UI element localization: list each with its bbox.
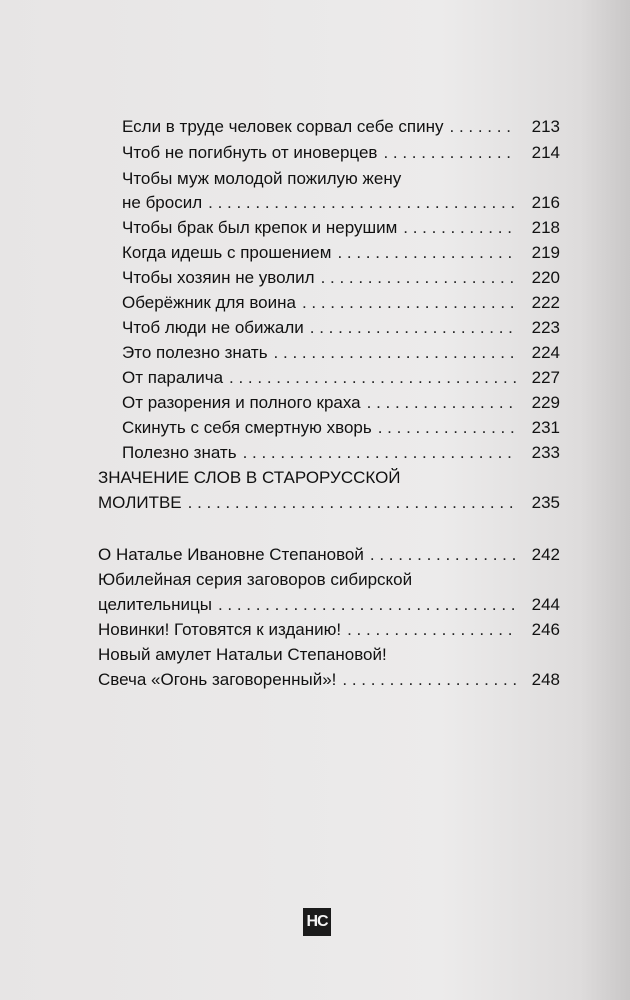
toc-section-title: Новинки! Готовятся к изданию!: [98, 620, 342, 639]
toc-entry-page: 220: [531, 268, 560, 287]
leader-dots: [347, 620, 516, 640]
toc-entry: [122, 293, 560, 313]
toc-entry-page: 227: [531, 368, 560, 387]
toc-entry-page: 222: [531, 293, 560, 312]
toc-entry-page: 218: [531, 218, 560, 237]
toc-entry-page: 223: [531, 318, 560, 337]
toc-entry-page: 242: [531, 545, 560, 564]
toc-entry: [122, 393, 560, 413]
toc-section-title-line1: Юбилейная серия заговоров сибирской: [98, 570, 413, 589]
toc-section-title: целительницы: [98, 595, 212, 614]
leader-dots: [188, 493, 516, 513]
leader-dots: [274, 343, 516, 363]
toc-entry-title: Когда идешь с прошением: [122, 243, 332, 262]
toc-entry: [122, 418, 560, 438]
toc-entry-title: Скинуть с себя смертную хворь: [122, 418, 372, 437]
toc-entry-page: 214: [531, 143, 560, 162]
publisher-logo: НС: [303, 908, 331, 936]
leader-dots: [403, 218, 516, 238]
toc-entry-page: 235: [531, 493, 560, 512]
toc-entry-page: 246: [531, 620, 560, 639]
leader-dots: [337, 243, 516, 263]
toc-entry-page: 231: [531, 418, 560, 437]
toc-section-entry: [98, 670, 560, 690]
toc-section-title-line1: ЗНАЧЕНИЕ СЛОВ В СТАРОРУССКОЙ: [98, 468, 401, 487]
toc-entry-page: 244: [531, 595, 560, 614]
toc-section-title: МОЛИТВЕ: [98, 493, 182, 512]
leader-dots: [342, 670, 516, 690]
toc-entry: [122, 218, 560, 238]
leader-dots: [378, 418, 516, 438]
toc-entry: [122, 193, 560, 213]
toc-entry-title: Полезно знать: [122, 443, 237, 462]
toc-entry: [122, 117, 560, 137]
toc-entry: [122, 343, 560, 363]
toc-entry-title: Если в труде человек сорвал себе спину: [122, 117, 444, 136]
leader-dots: [370, 545, 516, 565]
toc-entry: [122, 318, 560, 338]
toc-entry-title: Чтоб люди не обижали: [122, 318, 304, 337]
toc-entry: [122, 143, 560, 163]
toc-entry-title: От паралича: [122, 368, 224, 387]
toc-entry-title: Чтобы хозяин не уволил: [122, 268, 315, 287]
toc-section-title: О Наталье Ивановне Степановой: [98, 545, 364, 564]
leader-dots: [367, 393, 516, 413]
toc-entry-title: Чтобы брак был крепок и нерушим: [122, 218, 398, 237]
toc-section-title: Свеча «Огонь заговоренный»!: [98, 670, 337, 689]
leader-dots: [218, 595, 516, 615]
toc-section-entry: [98, 620, 560, 640]
toc-section-entry: [98, 493, 560, 513]
toc-entry-title: не бросил: [122, 193, 203, 212]
toc-entry-title: Чтоб не погибнуть от иноверцев: [122, 143, 378, 162]
leader-dots: [310, 318, 516, 338]
toc-entry-title: Это полезно знать: [122, 343, 268, 362]
toc-entry: [122, 368, 560, 388]
leader-dots: [321, 268, 516, 288]
leader-dots: [243, 443, 516, 463]
toc-entry: [122, 268, 560, 288]
leader-dots: [208, 193, 516, 213]
toc-entry: [122, 443, 560, 463]
toc-entry-title: Оберёжник для воина: [122, 293, 296, 312]
toc-entry-title: От разорения и полного краха: [122, 393, 361, 412]
toc-entry-page: 248: [531, 670, 560, 689]
leader-dots: [229, 368, 516, 388]
leader-dots: [302, 293, 516, 313]
toc-entry-page: 224: [531, 343, 560, 362]
toc-entry: [122, 243, 560, 263]
toc-entry-page: 216: [531, 193, 560, 212]
toc-section-title-line1: Новый амулет Натальи Степановой!: [98, 645, 387, 664]
toc-section-entry: [98, 595, 560, 615]
toc-section-entry: [98, 545, 560, 565]
toc-entry-title-line1: Чтобы муж молодой пожилую жену: [122, 169, 402, 188]
toc-entry-page: 229: [531, 393, 560, 412]
toc-entry-page: 233: [531, 443, 560, 462]
leader-dots: [383, 143, 516, 163]
toc-entry-page: 219: [531, 243, 560, 262]
leader-dots: [450, 117, 516, 137]
toc-entry-page: 213: [531, 117, 560, 136]
